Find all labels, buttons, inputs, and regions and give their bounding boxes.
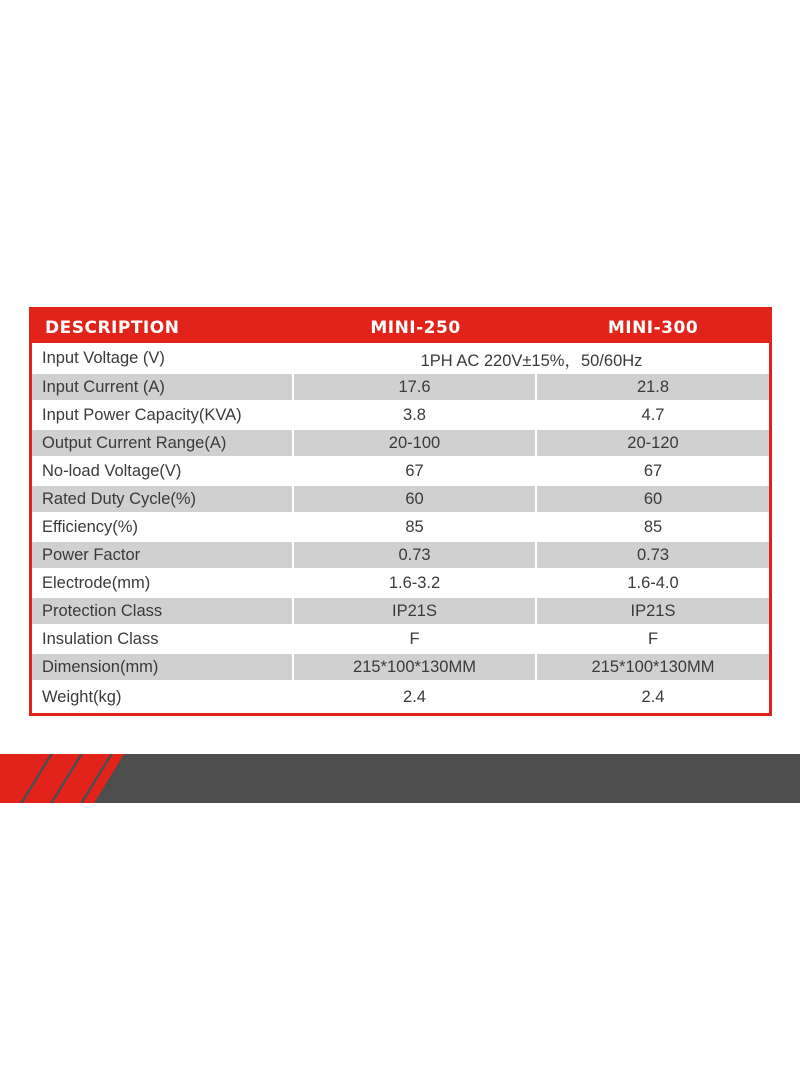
row-label: Input Voltage (V) [42, 349, 165, 367]
row-label: Efficiency(%) [42, 517, 138, 536]
row-value-mini-300: 2.4 [641, 688, 665, 706]
row-value-mini-300: F [647, 629, 659, 648]
table-row [32, 626, 769, 652]
table-row [32, 514, 769, 540]
row-label: Protection Class [32, 598, 292, 624]
table-row [32, 682, 769, 713]
row-value-mini-250: 0.73 [294, 542, 535, 568]
row-value-mini-300: 21.8 [537, 374, 769, 400]
row-value-mini-250: 20-100 [294, 430, 535, 456]
row-value-mini-300: 67 [643, 461, 663, 480]
table-row [32, 486, 769, 512]
row-value-mini-250: 17.6 [294, 374, 535, 400]
table-row [32, 542, 769, 568]
row-label: Rated Duty Cycle(%) [32, 486, 292, 512]
row-value-mini-250: 1.6-3.2 [388, 573, 441, 592]
row-label: Input Power Capacity(KVA) [42, 405, 242, 424]
header-mini-300: MINI-300 [607, 318, 699, 338]
row-label: Electrode(mm) [42, 573, 151, 592]
band-background [0, 754, 800, 803]
row-value-mini-300: 1.6-4.0 [627, 573, 679, 592]
row-value-mini-300: 0.73 [537, 542, 769, 568]
row-label: Insulation Class [42, 629, 159, 648]
table-row [32, 570, 769, 596]
row-label: Input Current (A) [32, 374, 292, 400]
row-value-mini-250: 3.8 [403, 405, 426, 424]
row-value-mini-300: 4.7 [641, 405, 665, 424]
header-mini-250: MINI-250 [370, 318, 461, 338]
table-row [32, 374, 769, 400]
row-label: No-load Voltage(V) [42, 461, 182, 480]
row-value-mini-250: 215*100*130MM [294, 654, 535, 680]
row-value-mini-300: 60 [537, 486, 769, 512]
row-value-mini-300: 85 [643, 517, 663, 536]
row-value-mini-300: 215*100*130MM [537, 654, 769, 680]
row-label: Weight(kg) [42, 688, 122, 706]
table-row [32, 458, 769, 484]
row-value-mini-250: 2.4 [403, 688, 426, 706]
decorative-stripe-band [0, 754, 800, 803]
row-value-mini-250: 85 [405, 517, 424, 536]
table-row [32, 430, 769, 456]
spec-table [29, 307, 772, 716]
row-value-mini-250: 60 [294, 486, 535, 512]
table-row [32, 598, 769, 624]
row-label: Output Current Range(A) [32, 430, 292, 456]
header-description: DESCRIPTION [45, 318, 180, 338]
row-value-mini-250: IP21S [294, 598, 535, 624]
row-value-shared: 1PH AC 220V±15%，50/60Hz [420, 351, 643, 370]
table-row [32, 654, 769, 680]
row-value-mini-300: 20-120 [537, 430, 769, 456]
row-label: Dimension(mm) [32, 654, 292, 680]
row-value-mini-300: IP21S [537, 598, 769, 624]
row-value-mini-250: F [409, 629, 420, 648]
table-row [32, 402, 769, 428]
table-header [32, 310, 769, 343]
row-value-mini-250: 67 [405, 461, 424, 480]
row-label: Power Factor [32, 542, 292, 568]
table-row [32, 345, 769, 372]
